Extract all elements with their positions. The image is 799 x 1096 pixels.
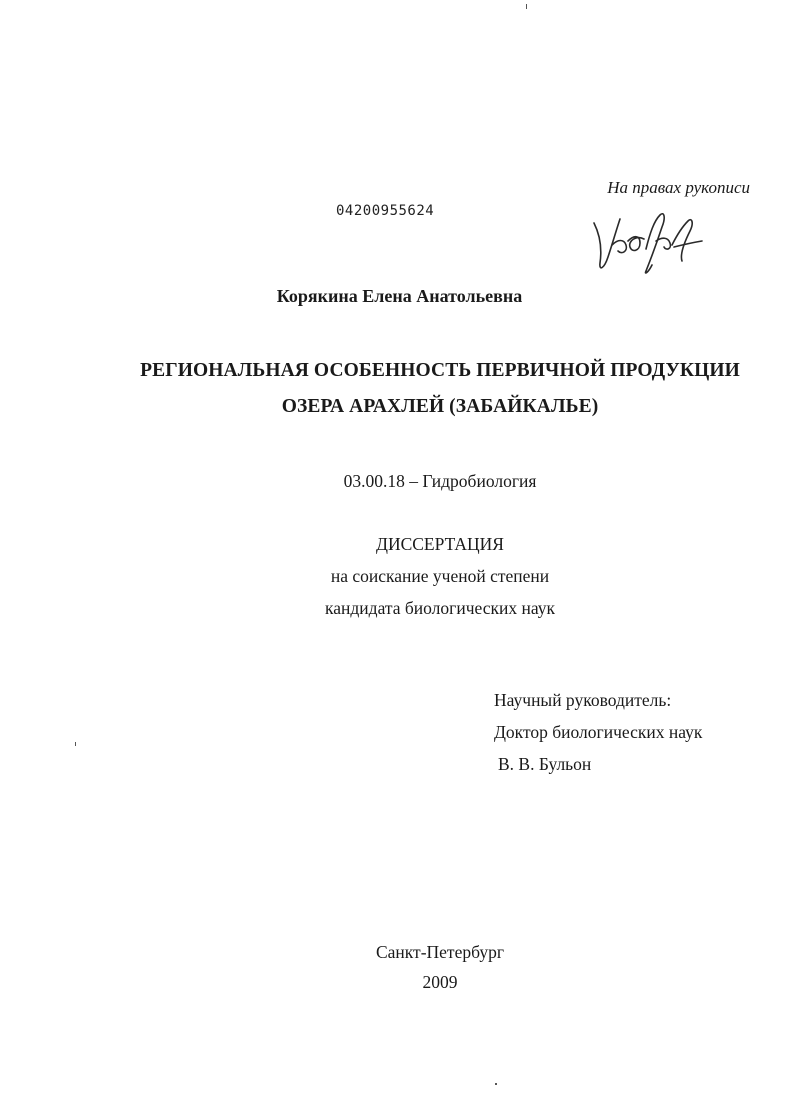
year: 2009: [422, 972, 458, 992]
degree-line-2: кандидата биологических наук: [325, 598, 555, 618]
title-line-2: ОЗЕРА АРАХЛЕЙ (ЗАБАЙКАЛЬЕ): [281, 396, 599, 417]
supervisor-degree: Доктор биологических наук: [494, 722, 703, 742]
supervisor-label: Научный руководитель:: [494, 690, 672, 710]
author-name: Корякина Елена Анатольевна: [276, 286, 523, 306]
city: Санкт-Петербург: [375, 942, 505, 962]
rights-note: На правах рукописи: [607, 178, 750, 197]
dissertation-type: ДИССЕРТАЦИЯ: [376, 534, 504, 554]
specialty-code: 03.00.18 – Гидробиология: [343, 471, 537, 491]
supervisor-name: В. В. Бульон: [498, 754, 592, 774]
scan-speck: [526, 4, 527, 9]
scan-speck: [495, 1083, 497, 1085]
document-number: 04200955624: [336, 203, 435, 219]
author-signature: [590, 205, 710, 277]
title-line-1: РЕГИОНАЛЬНАЯ ОСОБЕННОСТЬ ПЕРВИЧНОЙ ПРОДУКЦИИ: [140, 360, 740, 381]
scan-speck: [75, 742, 76, 746]
degree-line-1: на соискание ученой степени: [330, 566, 550, 586]
